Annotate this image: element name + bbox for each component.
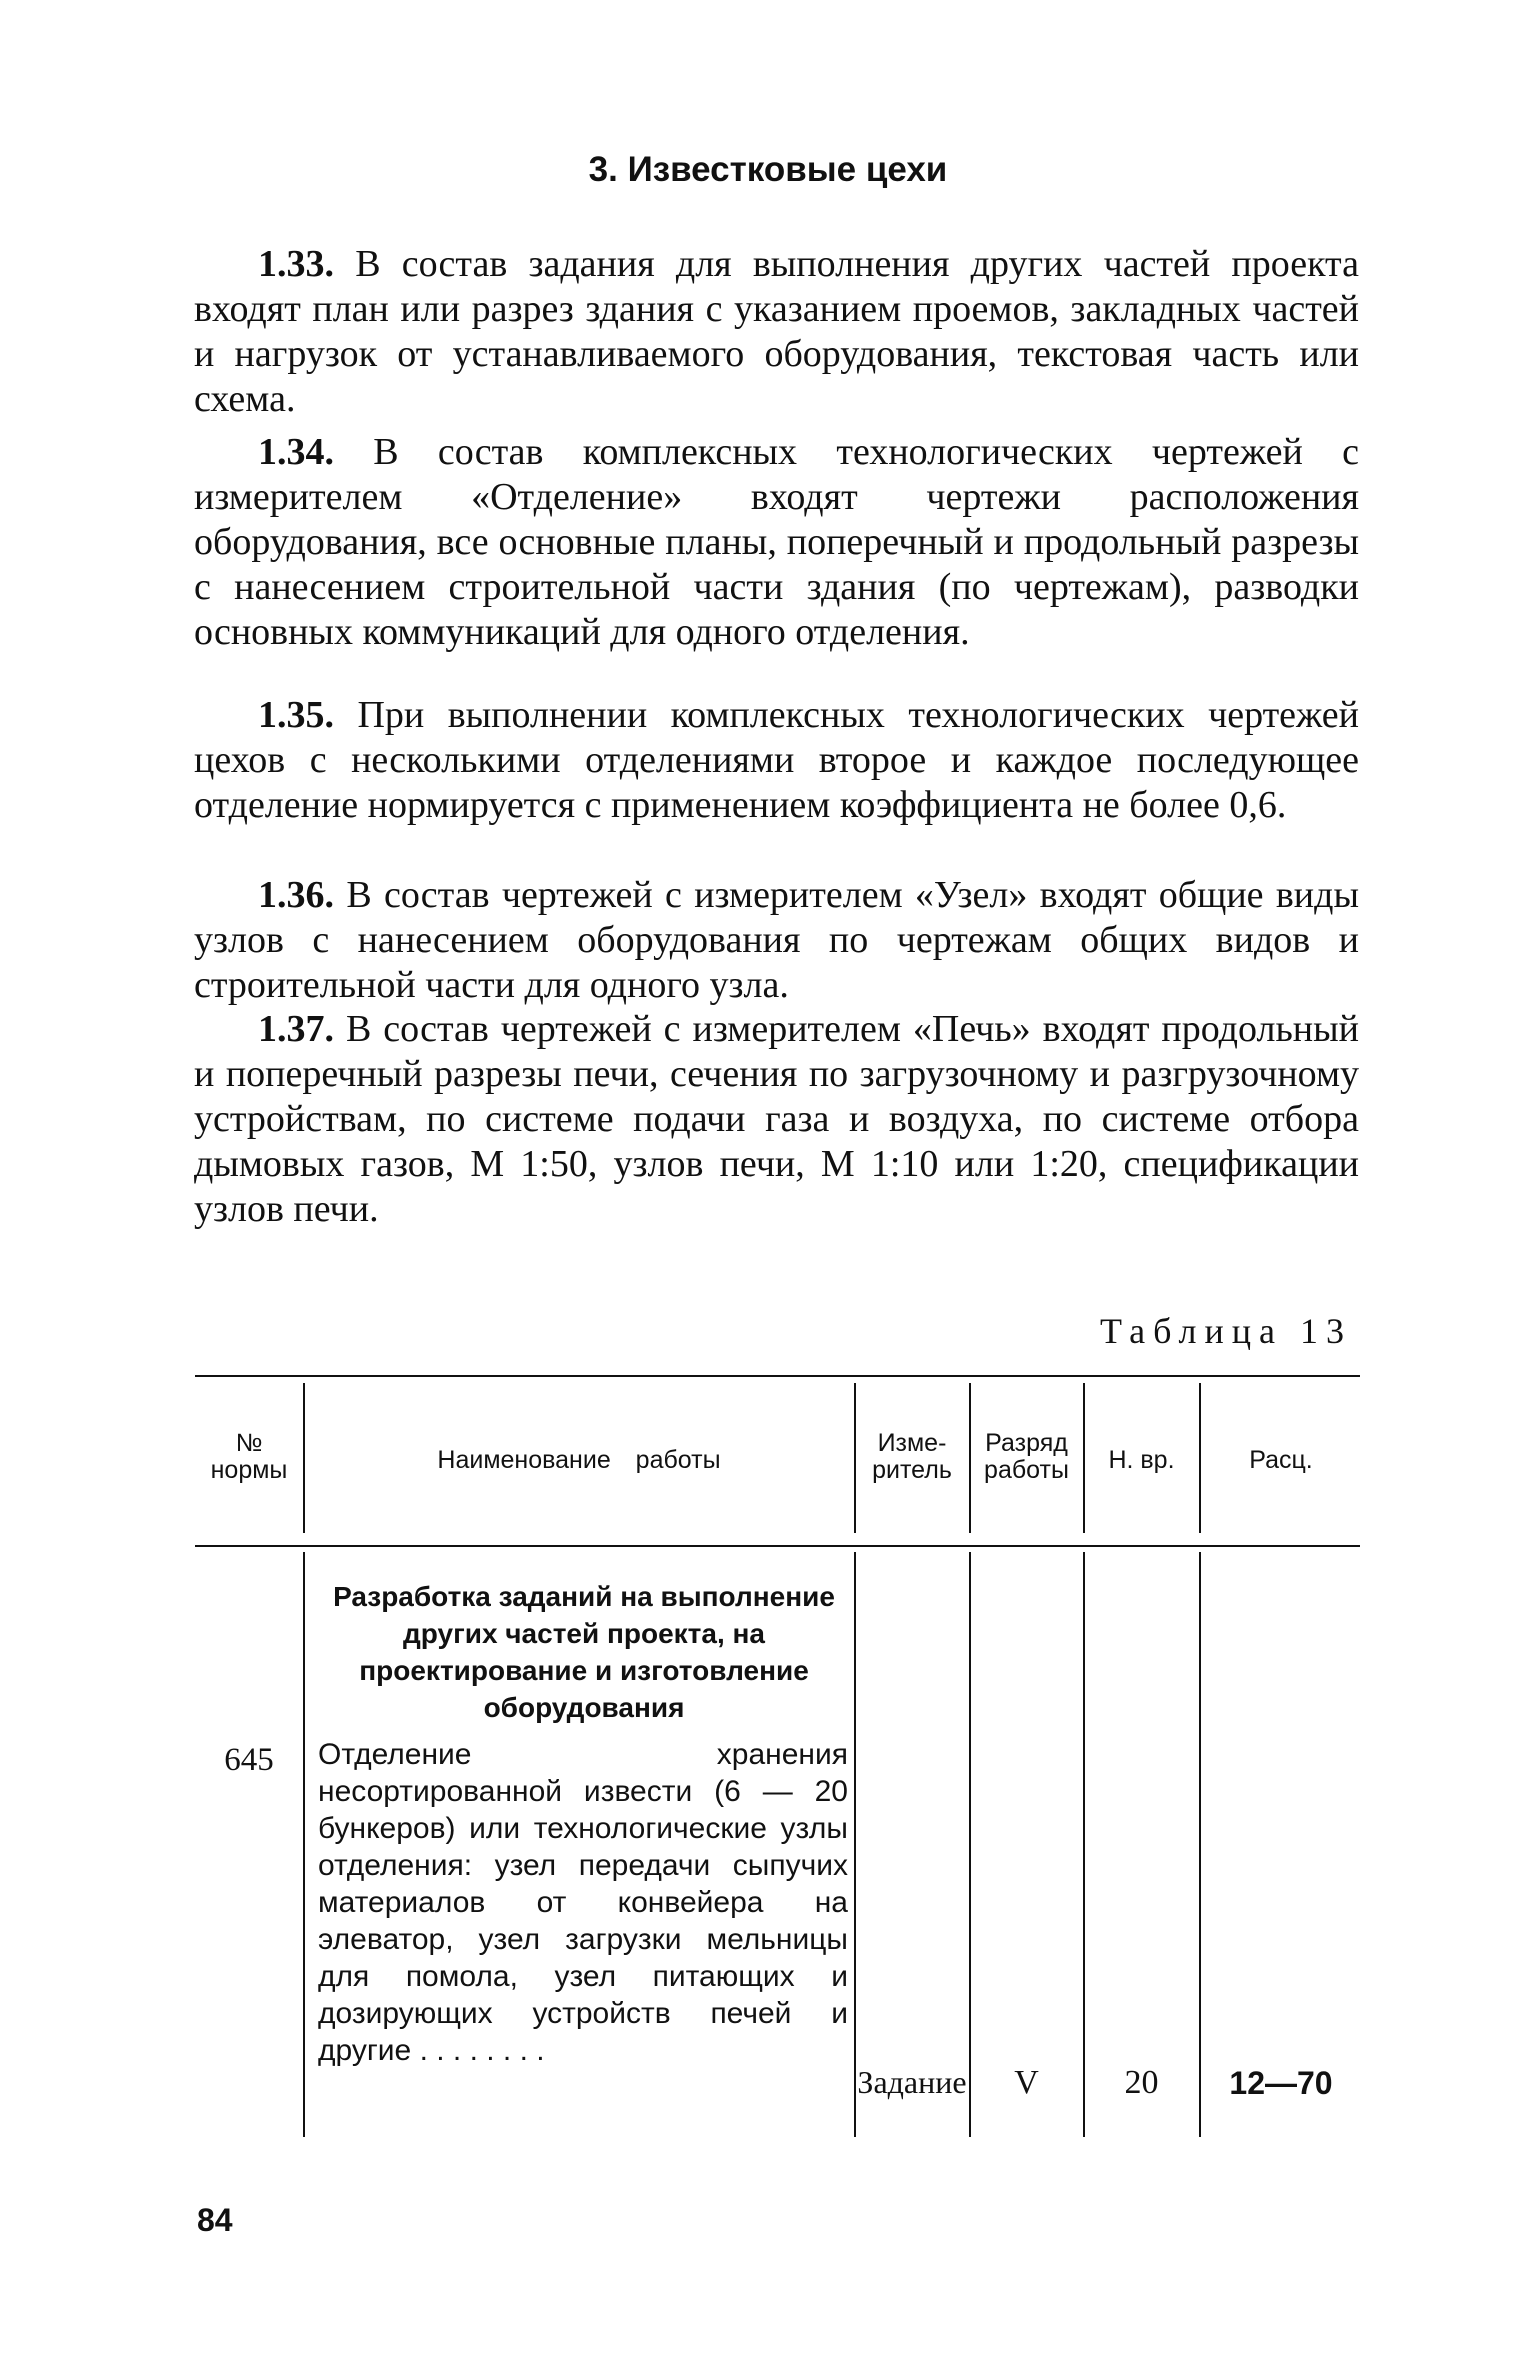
- body-divider: [303, 1552, 305, 2137]
- paragraph-number: 1.34.: [258, 431, 334, 473]
- table-top-rule: [195, 1375, 1360, 1377]
- paragraph-1-35: [194, 693, 1359, 828]
- body-divider: [1199, 1552, 1201, 2137]
- cell-description: Отделение хранения несортированной извести (6 — 20 бункеров) или технологические узлы отделения: узел передачи сыпучих материалов от конвейера на элеватор, узел загрузки мельницы для помола, узел питающих и дозирующих устройств печей и другие . . . . . . . .: [318, 1738, 848, 2067]
- paragraph-number: 1.37.: [258, 1008, 334, 1050]
- section-title: Разработка заданий на выполнение других частей проекта, на проектирование и изготовление оборудования: [333, 1581, 835, 1723]
- paragraph-1-34: [194, 430, 1359, 655]
- header-divider: [1199, 1383, 1201, 1533]
- header-grade: Разряд работы: [984, 1429, 1069, 1484]
- body-divider: [1083, 1552, 1085, 2137]
- cell-grade: V: [1014, 2064, 1039, 2101]
- paragraph-1-33: [194, 242, 1359, 422]
- header-name: Наименование работы: [437, 1446, 721, 1474]
- paragraph-number: 1.35.: [258, 694, 334, 736]
- paragraph-text: В состав чертежей с измерителем «Узел» входят общие виды узлов с нанесением оборудования по чертежам общих видов и строительной части для одного узла.: [194, 874, 1360, 1006]
- table-caption: Таблица 13: [1100, 1311, 1352, 1351]
- table-header-rule: [195, 1545, 1360, 1547]
- section-heading: 3. Известковые цехи: [588, 150, 948, 189]
- header-norm: № нормы: [210, 1429, 288, 1484]
- body-divider: [969, 1552, 971, 2137]
- paragraph-text: При выполнении комплексных технологических чертежей цехов с несколькими отделениями второе и каждое последующее отделение нормируется с применением коэффициента не более 0,6.: [194, 694, 1360, 826]
- cell-unit: Задание: [857, 2064, 967, 2100]
- paragraph-1-37: [194, 1007, 1359, 1232]
- page-number: 84: [197, 2202, 233, 2238]
- paragraph-number: 1.33.: [258, 243, 334, 285]
- header-divider: [1083, 1383, 1085, 1533]
- cell-hours: 20: [1124, 2064, 1159, 2101]
- paragraph-1-36: [194, 873, 1359, 1008]
- cell-price: 12—70: [1229, 2065, 1333, 2101]
- paragraph-text: В состав задания для выполнения других частей проекта входят план или разрез здания с указанием проемов, закладных частей и нагрузок от устанавливаемого оборудования, текстовая часть или схема.: [194, 243, 1359, 420]
- paragraph-text: В состав чертежей с измерителем «Печь» входят продольный и поперечный разрезы печи, сечения по загрузочному и разгрузочному устройствам, по системе подачи газа и воздуха, по системе отбора дымовых газов, М 1:50, узлов печи, М 1:10 или 1:20, спецификации узлов печи.: [194, 1008, 1359, 1230]
- paragraph-number: 1.36.: [258, 874, 334, 916]
- header-price: Расц.: [1249, 1446, 1313, 1474]
- body-divider: [854, 1552, 856, 2137]
- header-unit: Изме- ритель: [872, 1429, 952, 1484]
- header-divider: [303, 1383, 305, 1533]
- header-hours: Н. вр.: [1108, 1446, 1175, 1474]
- header-divider: [969, 1383, 971, 1533]
- cell-norm: 645: [224, 1742, 274, 1778]
- header-divider: [854, 1383, 856, 1533]
- paragraph-text: В состав комплексных технологических чертежей с измерителем «Отделение» входят чертежи расположения оборудования, все основные планы, поперечный и продольный разрезы с нанесением строительной части здания (по чертежам), разводки основных коммуникаций для одного отделения.: [194, 431, 1359, 653]
